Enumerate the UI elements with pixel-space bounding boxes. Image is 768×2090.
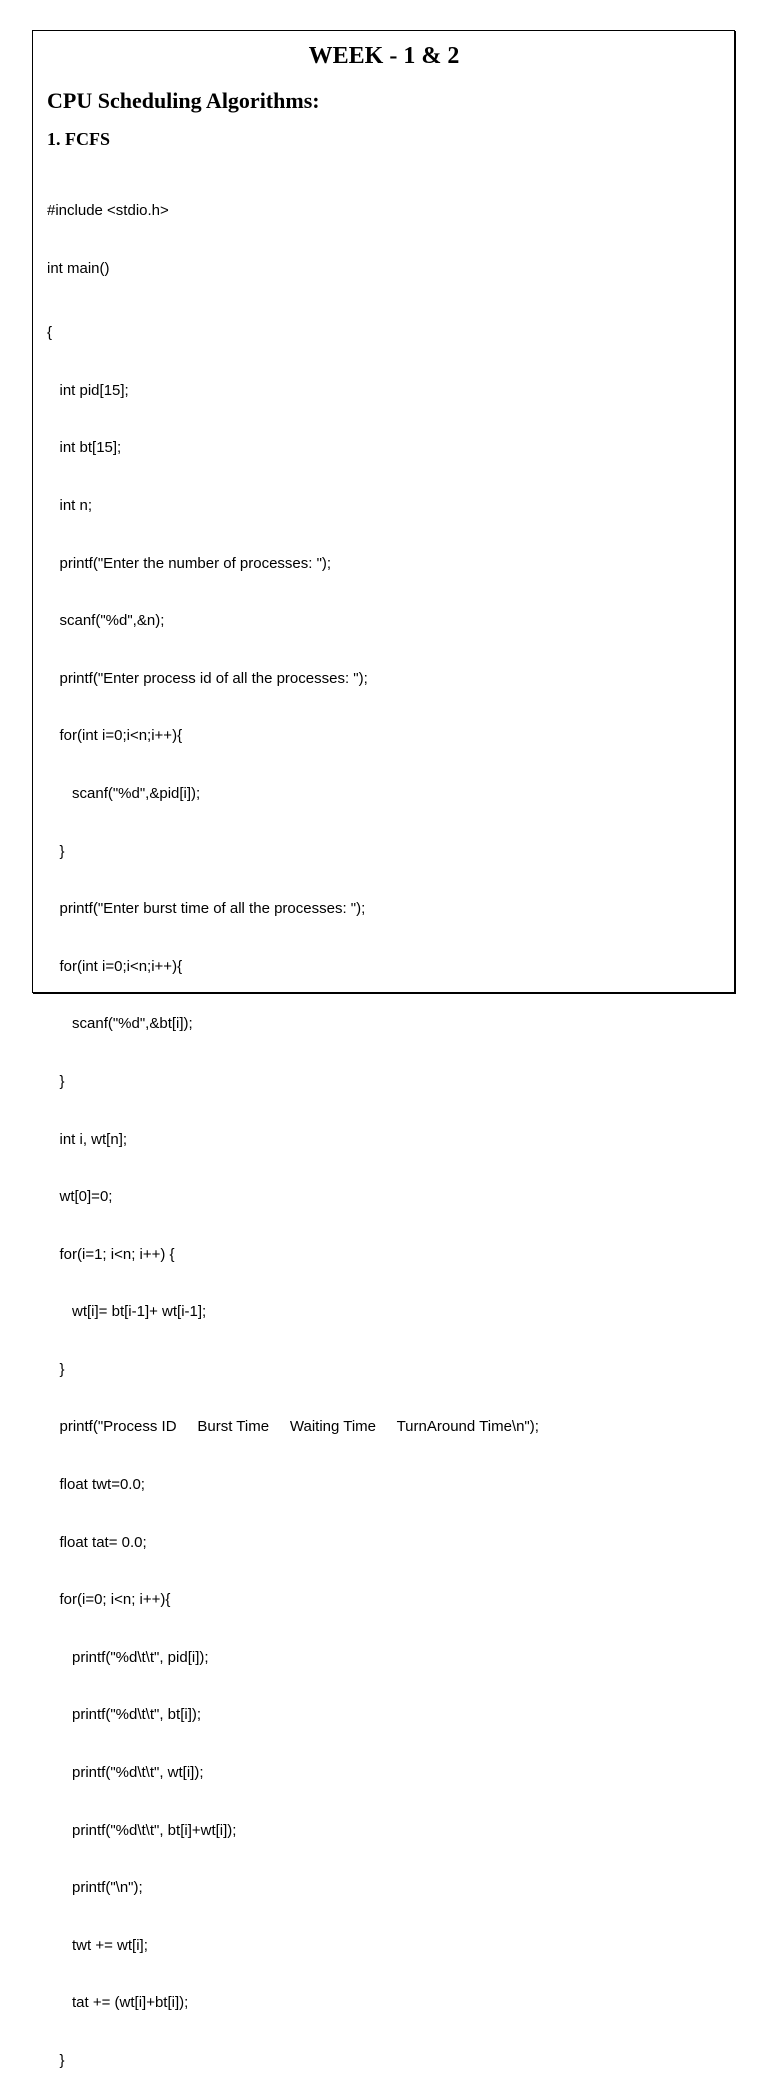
code-line: wt[0]=0;	[47, 1188, 113, 1206]
code-line: }	[47, 1360, 65, 1378]
code-line: for(int i=0;i<n;i++){	[47, 957, 183, 975]
code-line: int main()	[47, 259, 110, 277]
section-title: CPU Scheduling Algorithms:	[47, 88, 320, 113]
code-line: for(int i=0;i<n;i++){	[47, 727, 183, 745]
code-line: scanf("%d",&bt[i]);	[47, 1015, 193, 1033]
code-line: printf("%d\t\t", wt[i]);	[47, 1764, 204, 1782]
code-line: for(i=1; i<n; i++) {	[47, 1245, 175, 1263]
code-line: printf("%d\t\t", bt[i]+wt[i]);	[47, 1821, 237, 1839]
code-line: printf("\n");	[47, 1879, 143, 1897]
code-line: int n;	[47, 496, 93, 514]
code-line: printf("%d\t\t", bt[i]);	[47, 1706, 202, 1724]
code-line: printf("%d\t\t", pid[i]);	[47, 1648, 209, 1666]
code-line: for(i=0; i<n; i++){	[47, 1591, 171, 1609]
code-line: printf("Enter process id of all the processes: ");	[47, 669, 368, 687]
code-line: int pid[15];	[47, 381, 129, 399]
code-line: int bt[15];	[47, 439, 122, 457]
sub-title: 1. FCFS	[47, 129, 110, 149]
code-line: int i, wt[n];	[47, 1130, 128, 1148]
code-line: }	[47, 1072, 65, 1090]
code-line: printf("Enter the number of processes: ");	[47, 554, 332, 572]
code-line: wt[i]= bt[i-1]+ wt[i-1];	[47, 1303, 207, 1321]
code-line: {	[47, 324, 53, 342]
code-line: printf("Enter burst time of all the processes: ");	[47, 900, 366, 918]
code-block	[47, 165, 539, 2090]
code-line: printf("Process ID Burst Time Waiting Time TurnAround Time\n");	[47, 1418, 539, 1436]
week-title: WEEK - 1 & 2	[308, 43, 460, 69]
code-line: float tat= 0.0;	[47, 1533, 147, 1551]
code-line: scanf("%d",&n);	[47, 612, 165, 630]
code-line: scanf("%d",&pid[i]);	[47, 784, 201, 802]
code-line: tat += (wt[i]+bt[i]);	[47, 1994, 189, 2012]
code-line: #include <stdio.h>	[47, 202, 169, 219]
code-line: }	[47, 2052, 65, 2069]
code-line: float twt=0.0;	[47, 1476, 145, 1494]
code-line: }	[47, 842, 65, 860]
code-line: twt += wt[i];	[47, 1936, 148, 1954]
